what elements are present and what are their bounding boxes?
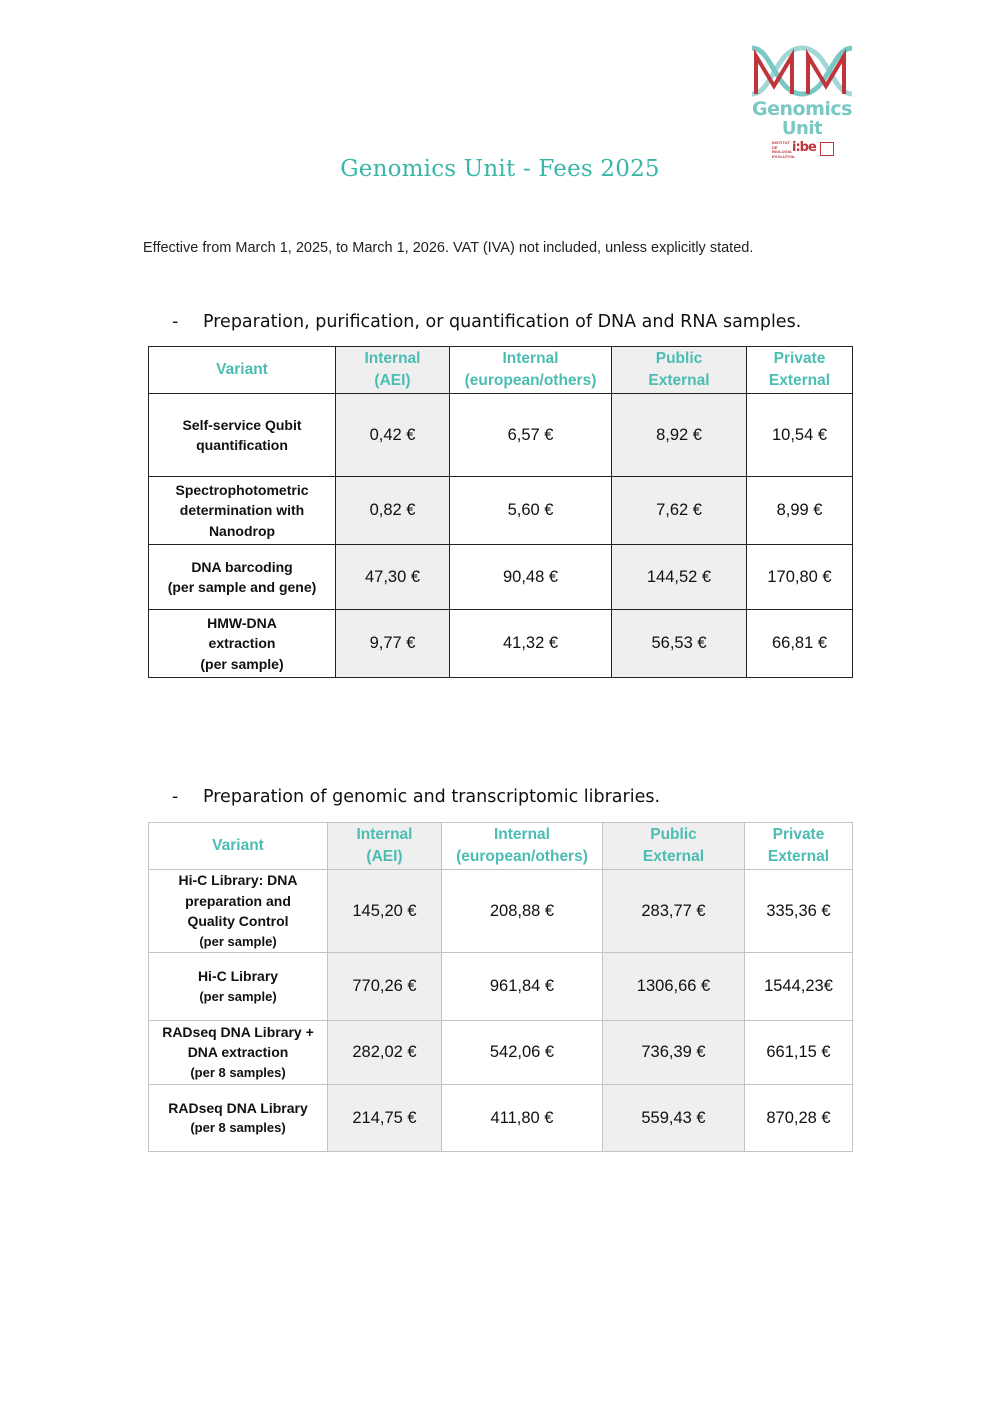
logo-line2: Unit [781, 118, 823, 139]
header-public-external: Public External [612, 347, 747, 394]
price-cell: 870,28 € [745, 1085, 853, 1152]
table-row [149, 953, 853, 1021]
price-cell: 66,81 € [747, 610, 853, 678]
section-heading-text: Preparation of genomic and transcriptomic libraries. [203, 787, 661, 807]
price-cell: 6,57 € [450, 394, 612, 477]
price-cell: 208,88 € [442, 870, 603, 953]
header-public-external: Public External [603, 823, 745, 870]
price-cell: 1544,23€ [745, 953, 853, 1021]
variant-cell: RADseq DNA Library (per 8 samples) [149, 1085, 328, 1152]
price-cell: 661,15 € [745, 1021, 853, 1085]
price-cell: 283,77 € [603, 870, 745, 953]
table-row [149, 870, 853, 953]
table-row [149, 477, 853, 545]
variant-cell: Hi-C Library: DNA preparation and Quality Control (per sample) [149, 870, 328, 953]
section-heading-1 [172, 312, 801, 332]
price-cell: 736,39 € [603, 1021, 745, 1085]
table-row [149, 1021, 853, 1085]
price-cell: 961,84 € [442, 953, 603, 1021]
price-cell: 335,36 € [745, 870, 853, 953]
variant-cell: Spectrophotometric determination with Nanodrop [149, 477, 336, 545]
price-cell: 542,06 € [442, 1021, 603, 1085]
logo-box-icon [820, 142, 834, 156]
price-cell: 8,92 € [612, 394, 747, 477]
logo-mark: i:be [792, 140, 816, 155]
price-cell: 8,99 € [747, 477, 853, 545]
price-cell: 559,43 € [603, 1085, 745, 1152]
intro-text: Effective from March 1, 2025, to March 1, 2026. VAT (IVA) not included, unless explicitly stated. [143, 240, 754, 256]
logo-line1: Genomics [752, 98, 852, 120]
table-row [149, 545, 853, 610]
price-cell: 1306,66 € [603, 953, 745, 1021]
genomics-unit-logo [746, 44, 858, 164]
variant-cell: Self-service Qubit quantification [149, 394, 336, 477]
bullet-dash: - [172, 312, 179, 332]
price-cell: 170,80 € [747, 545, 853, 610]
variant-cell: HMW-DNA extraction (per sample) [149, 610, 336, 678]
price-cell: 411,80 € [442, 1085, 603, 1152]
section-heading-text: Preparation, purification, or quantification of DNA and RNA samples. [203, 312, 802, 332]
price-cell: 145,20 € [328, 870, 442, 953]
price-cell: 214,75 € [328, 1085, 442, 1152]
header-internal-european: Internal (european/others) [442, 823, 603, 870]
price-cell: 0,82 € [336, 477, 450, 545]
price-cell: 5,60 € [450, 477, 612, 545]
price-cell: 144,52 € [612, 545, 747, 610]
dna-helix-icon [746, 44, 858, 100]
price-cell: 56,53 € [612, 610, 747, 678]
price-cell: 0,42 € [336, 394, 450, 477]
table-row [149, 1085, 853, 1152]
price-cell: 90,48 € [450, 545, 612, 610]
logo-institute: INSTITUT DE BIOLOGIA EVOLUTIVA [772, 140, 795, 159]
header-variant: Variant [149, 823, 328, 870]
price-cell: 41,32 € [450, 610, 612, 678]
table-header-row [149, 823, 853, 870]
header-internal-aei: Internal (AEI) [336, 347, 450, 394]
table-row [149, 394, 853, 477]
section-heading-2 [172, 787, 660, 807]
bullet-dash: - [172, 787, 179, 807]
page-title: Genomics Unit - Fees 2025 [340, 156, 660, 182]
variant-cell: Hi-C Library (per sample) [149, 953, 328, 1021]
header-internal-european: Internal (european/others) [450, 347, 612, 394]
price-cell: 282,02 € [328, 1021, 442, 1085]
table-row [149, 610, 853, 678]
variant-cell: RADseq DNA Library + DNA extraction (per 8 samples) [149, 1021, 328, 1085]
price-cell: 47,30 € [336, 545, 450, 610]
table-header-row [149, 347, 853, 394]
price-cell: 7,62 € [612, 477, 747, 545]
header-variant: Variant [149, 347, 336, 394]
price-cell: 9,77 € [336, 610, 450, 678]
header-private-external: Private External [747, 347, 853, 394]
price-cell: 10,54 € [747, 394, 853, 477]
fees-table-libraries [148, 822, 853, 1152]
fees-table-samples [148, 346, 853, 678]
price-cell: 770,26 € [328, 953, 442, 1021]
header-internal-aei: Internal (AEI) [328, 823, 442, 870]
header-private-external: Private External [745, 823, 853, 870]
variant-cell: DNA barcoding (per sample and gene) [149, 545, 336, 610]
